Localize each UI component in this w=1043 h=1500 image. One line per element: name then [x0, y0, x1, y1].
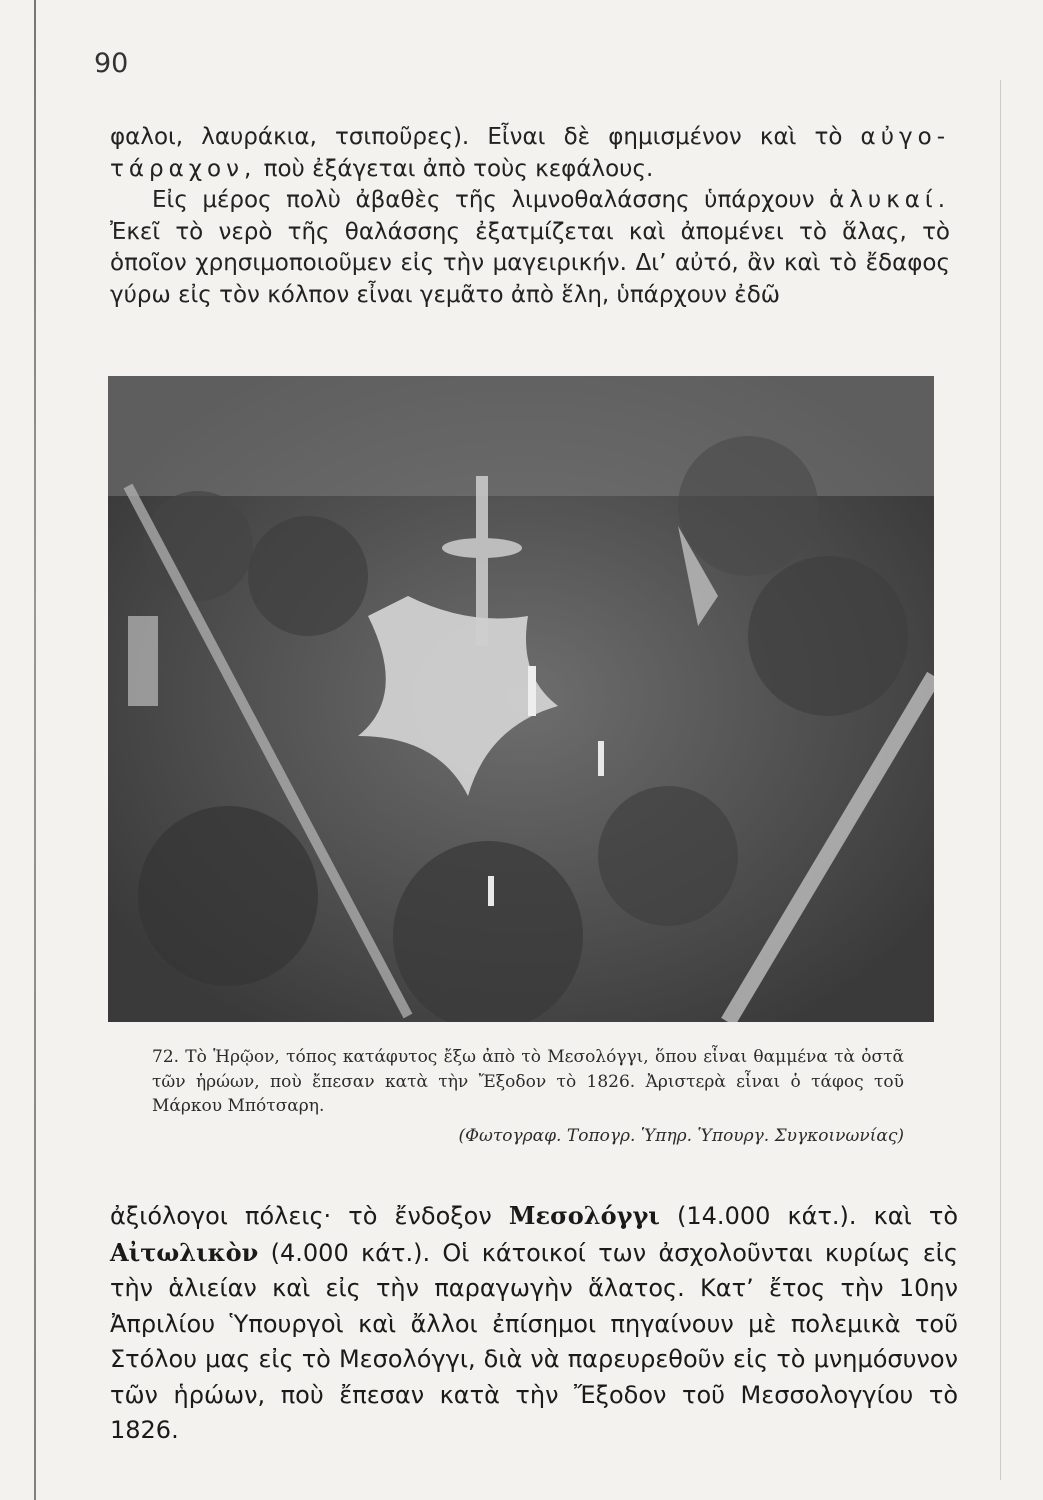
- spaced-term: αὐγο-: [860, 124, 950, 150]
- top-paragraph: [110, 122, 950, 311]
- scan-binding-edge: [34, 0, 36, 1500]
- text-run: ποὺ ἐξάγεται ἀπὸ τοὺς κεφάλους.: [256, 155, 654, 182]
- text-run: Ἐκεῖ τὸ νερὸ τῆς θαλάσσης ἐξατμίζεται καὶ ἀπομένει τὸ ἅλας, τὸ ὁποῖον χρησιμοποιοῦμεν εἰς τὴν μαγειρικήν. Δι’ αὐτό, ἂν καὶ τὸ ἔδαφος γύρω εἰς τὸν κόλπον εἶναι γεμᾶτο ἀπὸ ἕλη, ὑπάρχουν ἐδῶ: [110, 218, 950, 308]
- paragraph-salt-pans: [110, 185, 950, 311]
- photo-heroon-aerial: [108, 376, 934, 1022]
- caption-text: 72. Τὸ Ἡρῷον, τόπος κατάφυτος ἔξω ἀπὸ τὸ Μεσολόγγι, ὅπου εἶναι θαμμένα τὰ ὀστᾶ τῶν ἡρώων, ποὺ ἔπεσαν κατὰ τὴν Ἔξοδον τὸ 1826. Ἀριστερὰ εἶναι ὁ τάφος τοῦ Μάρκου Μπότσαρη.: [152, 1047, 904, 1116]
- spaced-term: τάραχον,: [110, 155, 257, 182]
- text-run: ἀξιόλογοι πόλεις· τὸ ἔνδοξον: [110, 1202, 509, 1230]
- bold-term-mesolongi: Μεσολόγγι: [508, 1201, 660, 1230]
- bottom-paragraph: [110, 1198, 958, 1449]
- photo-illustration: [108, 376, 934, 1022]
- text-run: Εἰς μέρος πολὺ ἀβαθὲς τῆς λιμνοθαλάσσης ὑπάρχουν: [152, 187, 830, 213]
- figure-caption: [152, 1045, 904, 1148]
- bold-term-aitoliko: Αἰτωλικὸν: [110, 1237, 259, 1267]
- page-number: 90: [94, 48, 129, 79]
- scan-margin-line: [1000, 80, 1001, 1480]
- paragraph-continued: [110, 122, 950, 185]
- paragraph-cities: [110, 1198, 958, 1449]
- spaced-term: ἁλυκαί.: [829, 187, 950, 213]
- caption-credit: (Φωτογραφ. Τοπογρ. Ὑπηρ. Ὑπουργ. Συγκοινωνίας): [458, 1125, 904, 1146]
- text-run: (4.000 κάτ.). Οἱ κάτοικοί των ἀσχολοῦνται κυρίως εἰς τὴν ἁλιείαν καὶ εἰς τὴν παραγωγὴν ἅλατος. Κατ’ ἔτος τὴν 10ην Ἀπριλίου Ὑπουργοὶ καὶ ἄλλοι ἐπίσημοι πηγαίνουν μὲ πολεμικὰ τοῦ Στόλου μας εἰς τὸ Μεσολόγγι, διὰ νὰ παρευρεθοῦν εἰς τὸ μνημόσυνον τῶν ἡρώων, ποὺ ἔπεσαν κατὰ τὴν Ἔξοδον τοῦ Μεσσολογγίου τὸ 1826.: [110, 1238, 958, 1444]
- text-run: φαλοι, λαυράκια, τσιποῦρες). Εἶναι δὲ φημισμένον καὶ τὸ: [110, 124, 861, 150]
- text-run: (14.000 κάτ.). καὶ τὸ: [659, 1202, 958, 1230]
